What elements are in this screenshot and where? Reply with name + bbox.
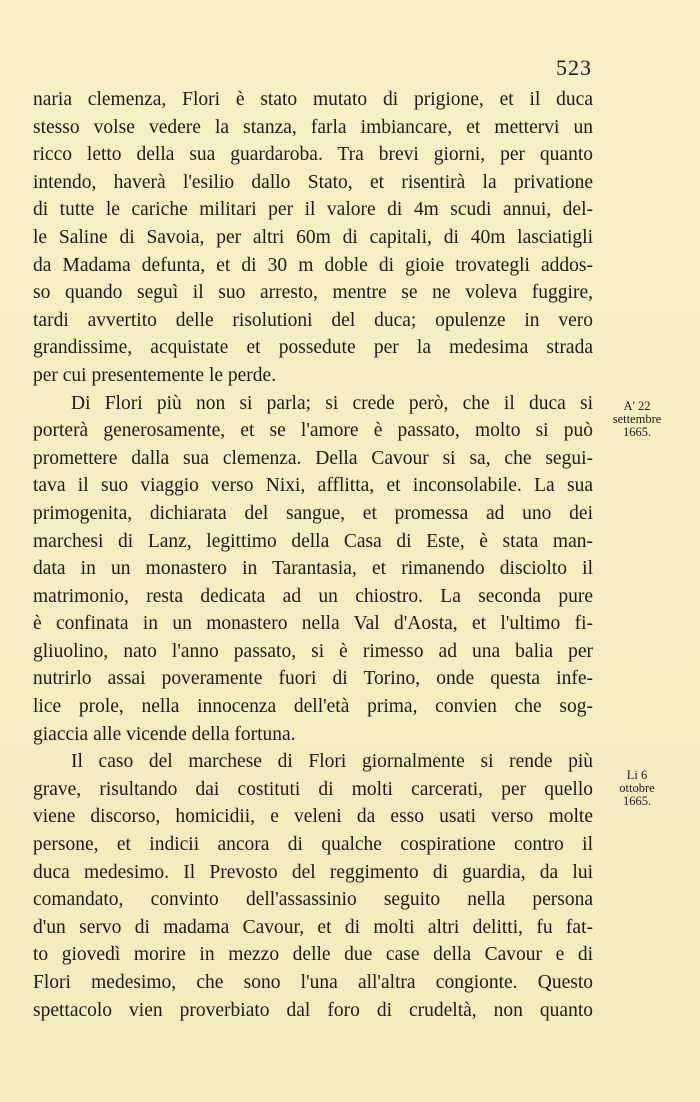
text-line: ricco letto della sua guardaroba. Tra brevi giorni, per quanto <box>33 144 593 166</box>
margin-note-line: 1665. <box>622 794 652 808</box>
text-line: naria clemenza, Flori è stato mutato di prigione, et il duca <box>33 89 593 110</box>
text-line: le Saline di Savoia, per altri 60m di capitali, di 40m lasciatigli <box>33 226 593 248</box>
text-line: giaccia alle vicende della fortuna. <box>33 723 296 745</box>
text-line: grave, risultando dai costituti di molti carcerati, per quello <box>33 778 593 800</box>
text-line: comandato, convinto dell'assassinio seguito nella persona <box>33 889 593 911</box>
text-line: tardi avvertito delle risolutioni del duca; opulenze in vero <box>33 309 593 331</box>
text-line: intendo, haverà l'esilio dallo Stato, et risentirà la privatione <box>33 171 593 193</box>
text-line: da Madama defunta, et di 30 m doble di gioie trovategli addos- <box>33 254 593 276</box>
text-line: d'un servo di madama Cavour, et di molti altri delitti, fu fat- <box>33 916 593 938</box>
text-line: gliuolino, nato l'anno passato, si è rimesso ad una balia per <box>33 640 593 662</box>
text-line: spettacolo vien proverbiato dal foro di crudeltà, non quanto <box>33 999 593 1021</box>
text-line: viene discorso, homicidii, e veleni da esso usati verso molte <box>33 806 593 828</box>
margin-note-line: settembre <box>612 412 662 426</box>
text-line: promettere dalla sua clemenza. Della Cavour si sa, che segui- <box>33 447 593 469</box>
text-line: duca medesimo. Il Prevosto del reggimento di guardia, da lui <box>33 861 593 883</box>
text-line: è confinata in un monastero nella Val d'Aosta, et l'ultimo fi- <box>33 613 593 635</box>
text-line: grandissime, acquistate et possedute per la medesima strada <box>33 337 593 359</box>
text-line: per cui presentemente le perde. <box>33 364 277 386</box>
text-line: nutrirlo assai poveramente fuori di Torino, onde questa infe- <box>33 668 593 690</box>
text-line: to giovedì morire in mezzo delle due case della Cavour e di <box>33 944 593 966</box>
margin-note <box>603 769 671 808</box>
text-line: data in un monastero in Tarantasia, et rimanendo disciolto il <box>33 558 593 580</box>
text-line: Il caso del marchese di Flori giornalmente si rende più <box>71 751 593 773</box>
text-line: marchesi di Lanz, legittimo della Casa di Este, è stata man- <box>33 530 593 552</box>
text-line: primogenita, dichiarata del sangue, et promessa ad uno dei <box>33 502 593 524</box>
margin-note-line: A' 22 <box>623 399 651 413</box>
text-line: so quando seguì il suo arresto, mentre se ne voleva fuggire, <box>33 282 593 304</box>
text-line: stesso volse vedere la stanza, farla imbiancare, et mettervi un <box>33 116 593 138</box>
text-line: persone, et indicii ancora di qualche cospiratione contro il <box>33 834 593 856</box>
text-line: matrimonio, resta dedicata ad un chiostro. La seconda pure <box>33 585 593 607</box>
margin-note-line: ottobre <box>619 781 655 795</box>
body-text <box>33 86 593 1024</box>
page-number: 523 <box>556 55 592 80</box>
text-line: di tutte le cariche militari per il valore di 4m scudi annui, del- <box>33 199 593 221</box>
margin-note <box>603 400 671 439</box>
text-line: tava il suo viaggio verso Nixi, afflitta, et inconsolabile. La sua <box>33 475 593 497</box>
text-line: Flori medesimo, che sono l'una all'altra congionte. Questo <box>33 972 593 993</box>
text-line: Di Flori più non si parla; si crede però, che il duca si <box>71 392 593 414</box>
text-line: porterà generosamente, et se l'amore è passato, molto si può <box>33 420 593 442</box>
margin-note-line: 1665. <box>622 425 652 439</box>
text-line: lice prole, nella innocenza dell'età prima, convien che sog- <box>33 696 593 718</box>
margin-note-line: Li 6 <box>626 768 648 782</box>
